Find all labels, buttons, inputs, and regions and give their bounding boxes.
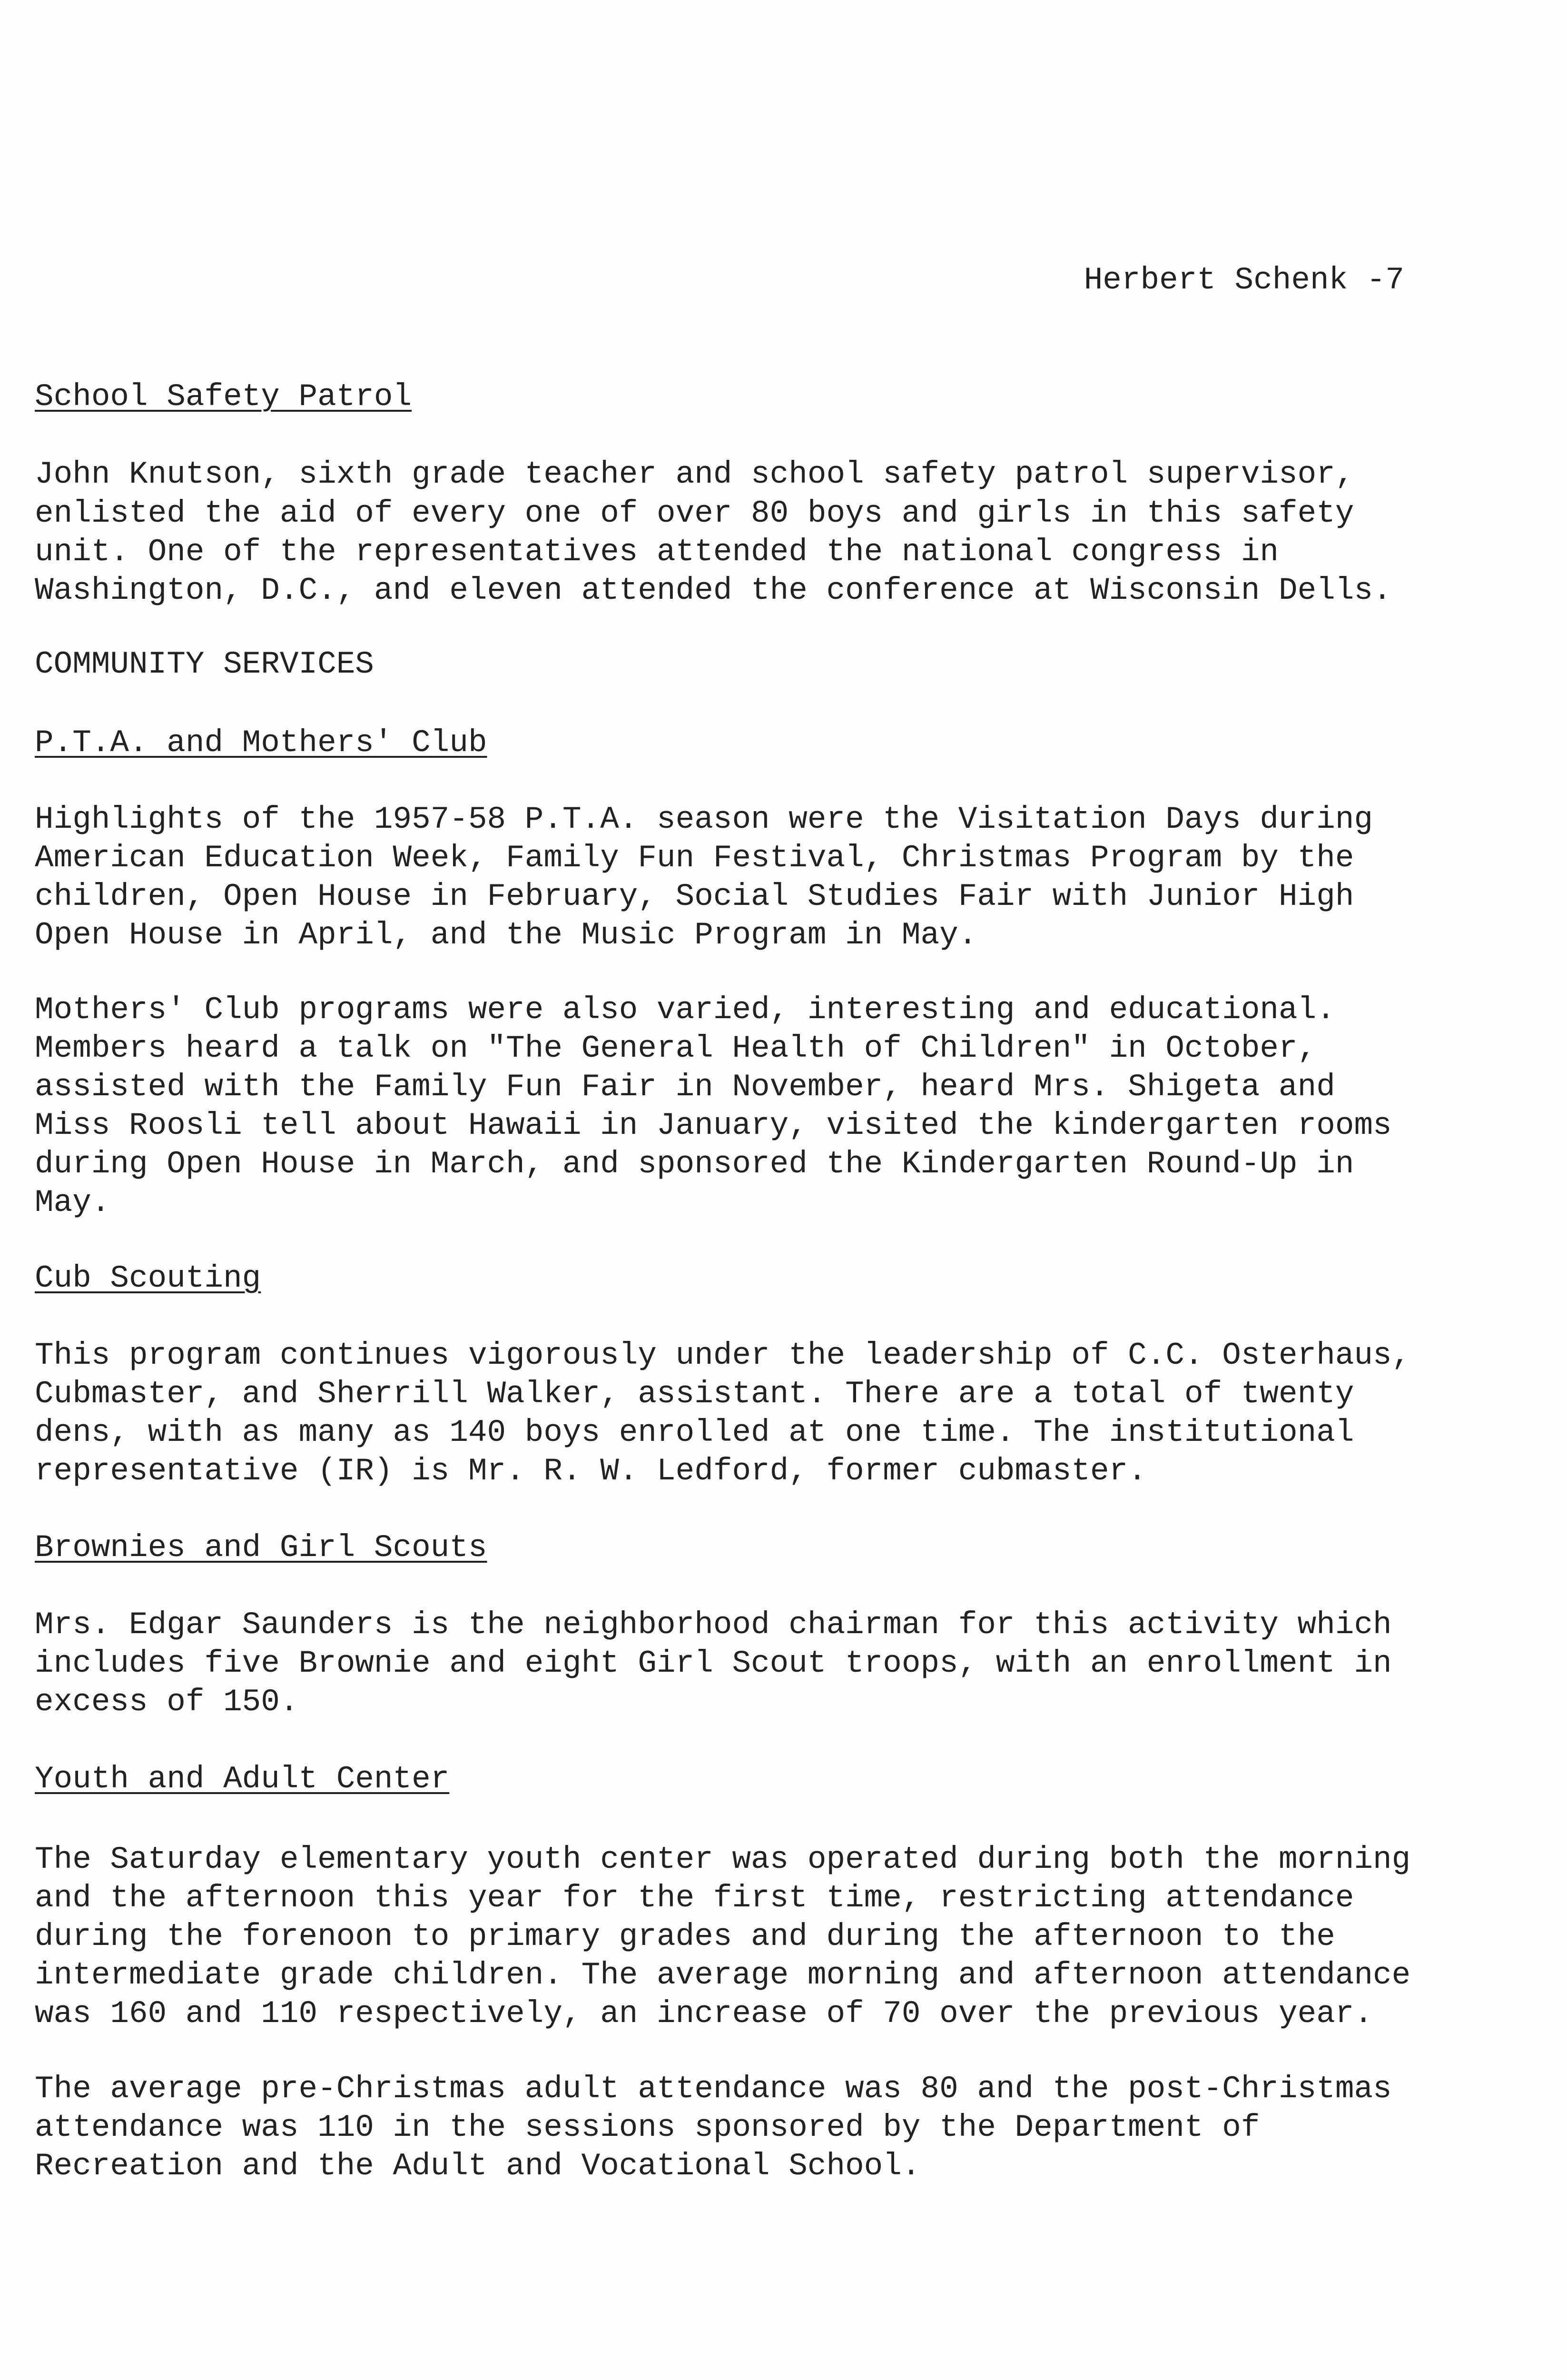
text-line: attendance was 110 in the sessions sponsored by the Department of [35, 2110, 1260, 2145]
text-line: The average pre-Christmas adult attendance was 80 and the post-Christmas [35, 2071, 1392, 2107]
text-line: Mothers' Club programs were also varied, interesting and educational. [35, 992, 1335, 1028]
section-heading-pta: P.T.A. and Mothers' Club [35, 725, 487, 761]
section-heading-cub-scouting: Cub Scouting [35, 1260, 261, 1296]
text-line: Washington, D.C., and eleven attended the conference at Wisconsin Dells. [35, 573, 1392, 608]
text-line: Recreation and the Adult and Vocational School. [35, 2148, 921, 2184]
text-line: includes five Brownie and eight Girl Scout troops, with an enrollment in [35, 1646, 1392, 1681]
text-line: representative (IR) is Mr. R. W. Ledford, former cubmaster. [35, 1453, 1147, 1489]
text-line: unit. One of the representatives attended the national congress in [35, 534, 1279, 570]
text-line: during Open House in March, and sponsored the Kindergarten Round-Up in [35, 1146, 1354, 1182]
text-line: Miss Roosli tell about Hawaii in January, visited the kindergarten rooms [35, 1108, 1392, 1143]
text-line: American Education Week, Family Fun Festival, Christmas Program by the [35, 840, 1354, 876]
text-line: during the forenoon to primary grades and during the afternoon to the [35, 1919, 1335, 1954]
text-line: enlisted the aid of every one of over 80 boys and girls in this safety [35, 496, 1354, 531]
section-heading-youth-adult-center: Youth and Adult Center [35, 1761, 450, 1797]
text-line: and the afternoon this year for the first time, restricting attendance [35, 1880, 1354, 1916]
text-line: children, Open House in February, Social Studies Fair with Junior High [35, 879, 1354, 914]
text-line: Members heard a talk on "The General Health of Children" in October, [35, 1031, 1317, 1066]
text-line: John Knutson, sixth grade teacher and school safety patrol supervisor, [35, 456, 1354, 492]
text-line: Cubmaster, and Sherrill Walker, assistant. There are a total of twenty [35, 1376, 1354, 1412]
text-line: was 160 and 110 respectively, an increase of 70 over the previous year. [35, 1996, 1373, 2032]
text-line: assisted with the Family Fun Fair in November, heard Mrs. Shigeta and [35, 1069, 1335, 1105]
section-heading-safety-patrol: School Safety Patrol [35, 379, 412, 415]
text-line: Highlights of the 1957-58 P.T.A. season were the Visitation Days during [35, 802, 1373, 837]
section-heading-community-services: COMMUNITY SERVICES [35, 646, 374, 682]
section-heading-brownies-girl-scouts: Brownies and Girl Scouts [35, 1530, 487, 1566]
text-line: Open House in April, and the Music Program in May. [35, 917, 977, 953]
text-line: intermediate grade children. The average morning and afternoon attendance [35, 1957, 1411, 1993]
text-line: This program continues vigorously under the leadership of C.C. Osterhaus, [35, 1338, 1411, 1373]
text-line: May. [35, 1185, 110, 1220]
text-line: Mrs. Edgar Saunders is the neighborhood chairman for this activity which [35, 1607, 1392, 1643]
text-line: dens, with as many as 140 boys enrolled at one time. The institutional [35, 1415, 1354, 1450]
text-line: excess of 150. [35, 1684, 299, 1720]
text-line: The Saturday elementary youth center was operated during both the morning [35, 1842, 1411, 1877]
running-head: Herbert Schenk -7 [1084, 262, 1404, 298]
